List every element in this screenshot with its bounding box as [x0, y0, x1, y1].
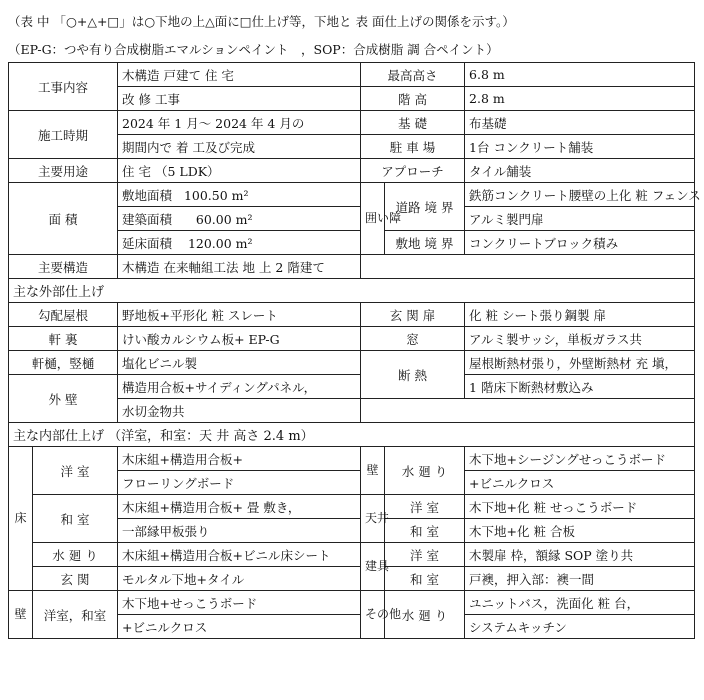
fittings-western-value: 木製扉 枠，額縁 SOP 塗り共: [465, 543, 695, 567]
pitched-roof-label: 勾配屋根: [9, 303, 118, 327]
exterior-wall-value: 構造用合板+サイディングパネル，: [118, 375, 361, 399]
blank-cell: [361, 399, 695, 423]
window-label: 窓: [361, 327, 465, 351]
approach-value: タイル舗装: [465, 159, 695, 183]
specification-table: [8, 62, 701, 639]
site-boundary-label: 敷地 境 界: [385, 231, 465, 255]
floor-height-value: 2.8 m: [465, 87, 695, 111]
wet-area-label: 水 廻 り: [385, 591, 465, 639]
western-room-label: 洋 室: [385, 495, 465, 519]
max-height-value: 6.8 m: [465, 63, 695, 87]
max-height-label: 最高高さ: [361, 63, 465, 87]
site-area-value: 100.50 m²: [183, 187, 249, 203]
pitched-roof-value: 野地板+平形化 粧 スレート: [118, 303, 361, 327]
total-floor-area-label: 延床面積: [122, 235, 173, 251]
western-room-label: 洋 室: [385, 543, 465, 567]
construction-period-label: 施工時期: [9, 111, 118, 159]
site-boundary-value: コンクリートブロック積み: [465, 231, 695, 255]
total-floor-area-value: 120.00 m²: [187, 235, 253, 251]
eaves-soffit-value: けい酸カルシウム板+ EP-G: [118, 327, 361, 351]
parking-label: 駐 車 場: [361, 135, 465, 159]
eaves-soffit-label: 軒 裏: [9, 327, 118, 351]
japanese-room-label: 和 室: [385, 519, 465, 543]
site-area: [118, 183, 361, 207]
floor-japanese-value: 木床組+構造用合板+ 畳 敷き，: [118, 495, 361, 519]
building-area-label: 建築面積: [122, 211, 173, 227]
building-area: [118, 207, 361, 231]
wet-area-label: 水 廻 り: [33, 543, 118, 567]
note-abbreviations: （EP-G：つや有り合成樹脂エマルションペイント ，SOP：合成樹脂 調 合ペイント）: [8, 42, 499, 57]
floor-height-label: 階 高: [361, 87, 465, 111]
fittings-japanese-value: 戸襖，押入部：襖一間: [465, 567, 695, 591]
ceiling-western-value: 木下地+化 粧 せっこうボード: [465, 495, 695, 519]
ceiling-label: 天井: [361, 495, 385, 543]
japanese-room-label: 和 室: [385, 567, 465, 591]
wall-label: 壁: [361, 447, 385, 495]
floor-western-value: 木床組+構造用合板+: [118, 447, 361, 471]
wall-wet-area-value: 木下地+シージングせっこうボード: [465, 447, 695, 471]
entrance-door-value: 化 粧 シート張り鋼製 扉: [465, 303, 695, 327]
japanese-room-label: 和 室: [33, 495, 118, 543]
wall-rooms-value: 木下地+せっこうボード: [118, 591, 361, 615]
floor-label: 床: [9, 447, 33, 591]
interior-finishes-heading: 主な内部仕上げ （洋室，和室：天 井 高さ 2.4 m）: [9, 423, 695, 447]
floor-western-value: フローリングボード: [118, 471, 361, 495]
other-wet-area-value: システムキッチン: [465, 615, 695, 639]
floor-wet-area-value: 木床組+構造用合板+ビニル床シート: [118, 543, 361, 567]
western-room-label: 洋 室: [33, 447, 118, 495]
floor-entrance-value: モルタル下地+タイル: [118, 567, 361, 591]
main-use-value: 住 宅 （5 LDK）: [118, 159, 361, 183]
construction-period-value: 期間内で 着 工及び完成: [118, 135, 361, 159]
wet-area-label: 水 廻 り: [385, 447, 465, 495]
insulation-label: 断 熱: [361, 351, 465, 399]
floor-japanese-value: 一部縁甲板張り: [118, 519, 361, 543]
exterior-wall-label: 外 壁: [9, 375, 118, 423]
fittings-label: 建具: [361, 543, 385, 591]
wall-rooms-value: +ビニルクロス: [118, 615, 361, 639]
work-content-value: 木構造 戸建て 住 宅: [118, 63, 361, 87]
ceiling-japanese-value: 木下地+化 粧 合板: [465, 519, 695, 543]
foundation-label: 基 礎: [361, 111, 465, 135]
parking-value: 1台 コンクリート舗装: [465, 135, 695, 159]
main-structure-value: 木構造 在来軸組工法 地 上 2 階建て: [118, 255, 361, 279]
note-notation: （表 中 「○+△+□」は○下地の上△面に□仕上げ等，下地と 表 面仕上げの関係を示す。）: [8, 14, 515, 29]
wall-label: 壁: [9, 591, 33, 639]
entrance-door-label: 玄 関 扉: [361, 303, 465, 327]
building-area-value: 60.00 m²: [195, 211, 253, 227]
rooms-label: 洋室，和室: [33, 591, 118, 639]
insulation-value: 1 階床下断熱材敷込み: [465, 375, 695, 399]
window-value: アルミ製サッシ，単板ガラス共: [465, 327, 695, 351]
total-floor-area: [118, 231, 361, 255]
blank-cell: [361, 255, 695, 279]
construction-period-value: 2024 年 1 月～ 2024 年 4 月の: [118, 111, 361, 135]
road-boundary-value: 鉄筋コンクリート腰壁の上化 粧 フェンス: [465, 183, 695, 207]
other-wet-area-value: ユニットバス，洗面化 粧 台，: [465, 591, 695, 615]
wall-wet-area-value: +ビニルクロス: [465, 471, 695, 495]
insulation-value: 屋根断熱材張り，外壁断熱材 充 塡，: [465, 351, 695, 375]
exterior-wall-value: 水切金物共: [118, 399, 361, 423]
gutter-value: 塩化ビニル製: [118, 351, 361, 375]
road-boundary-gate: アルミ製門扉: [465, 207, 695, 231]
site-area-label: 敷地面積: [122, 187, 173, 203]
fence-label: 囲い障: [361, 183, 385, 255]
work-content-label: 工事内容: [9, 63, 118, 111]
main-use-label: 主要用途: [9, 159, 118, 183]
exterior-finishes-heading: 主な外部仕上げ: [9, 279, 695, 303]
main-structure-label: 主要構造: [9, 255, 118, 279]
work-content-value: 改 修 工事: [118, 87, 361, 111]
other-label: その他: [361, 591, 385, 639]
approach-label: アプローチ: [361, 159, 465, 183]
road-boundary-label: 道路 境 界: [385, 183, 465, 231]
entrance-label: 玄 関: [33, 567, 118, 591]
area-label: 面 積: [9, 183, 118, 255]
gutter-label: 軒樋，竪樋: [9, 351, 118, 375]
foundation-value: 布基礎: [465, 111, 695, 135]
